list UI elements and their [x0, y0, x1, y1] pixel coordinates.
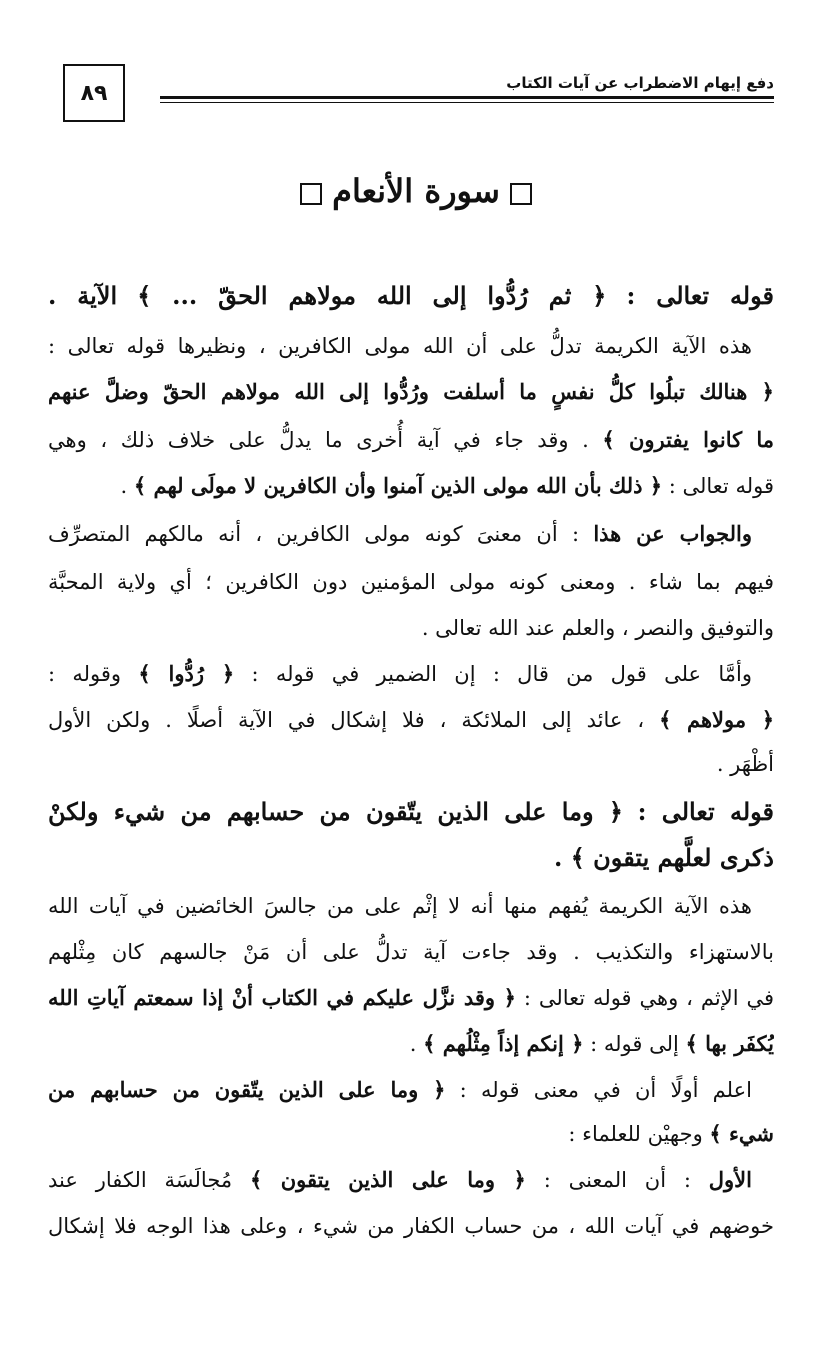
page-number: ٨٩ — [80, 80, 108, 106]
text-line: ﴿ هنالك تبلُوا كلُّ نفسٍ ما أسلفت ورُدُّوا إلى الله مولاهم الحقّ وضلَّ عنهم — [48, 379, 774, 404]
text-line: قوله تعالى : ﴿ ذلك بأن الله مولى الذين آمنوا وأن الكافرين لا مولَى لهم ﴾ . — [120, 473, 774, 498]
text-line: قوله تعالى : ﴿ ثم رُدُّوا إلى الله مولاهم الحقّ ... ﴾ الآية . — [48, 281, 774, 310]
surah-title — [0, 172, 832, 210]
text-line: الأول : أن المعنى : ﴿ وما على الذين يتقون ﴾ مُجالَسَة الكفار عند — [48, 1167, 752, 1192]
text-line: والجواب عن هذا : أن معنىَ كونه مولى الكافرين ، أنه مالكهم المتصرِّف — [48, 521, 752, 546]
text-line: في الإثم ، وهي قوله تعالى : ﴿ وقد نزَّل عليكم في الكتاب أنْ إذا سمعتم آياتِ الله — [48, 985, 774, 1010]
text-line: قوله تعالى : ﴿ وما على الذين يتّقون من حسابهم من شيء ولكنْ — [48, 797, 774, 826]
page-number-box — [63, 64, 125, 122]
text-line: بالاستهزاء والتكذيب . وقد جاءت آية تدلُّ على أن مَنْ جالسهم كان مِثْلهم — [48, 940, 774, 964]
text-line: شيء ﴾ وجهيْن للعلماء : — [568, 1121, 774, 1146]
text-line: هذه الآية الكريمة يُفهم منها أنه لا إثْم على من جالسَ الخائضين في آيات الله — [48, 894, 752, 918]
text-line: والتوفيق والنصر ، والعلم عند الله تعالى . — [421, 616, 774, 640]
square-ornament-icon — [510, 183, 532, 205]
text-line: يُكفَر بها ﴾ إلى قوله : ﴿ إنكم إذاً مِثْلُهم ﴾ . — [409, 1031, 774, 1056]
surah-title-text: سورة الأنعام — [332, 172, 500, 210]
text-line: هذه الآية الكريمة تدلُّ على أن الله مولى الكافرين ، ونظيرها قوله تعالى : — [48, 334, 752, 358]
text-line: ﴿ مولاهم ﴾ ، عائد إلى الملائكة ، فلا إشكال في الآية أصلًا . ولكن الأول — [48, 707, 774, 732]
running-header-title: دفع إيهام الاضطراب عن آيات الكتاب — [506, 74, 774, 92]
text-line: فيهم بما شاء . ومعنى كونه مولى المؤمنين دون الكافرين ؛ أي ولاية المحبَّة — [48, 570, 774, 594]
square-ornament-icon — [300, 183, 322, 205]
text-line: خوضهم في آيات الله ، من حساب الكفار من شيء ، وعلى هذا الوجه فلا إشكال — [48, 1214, 774, 1238]
text-line: اعلم أولًا أن في معنى قوله : ﴿ وما على الذين يتّقون من حسابهم من — [48, 1077, 752, 1102]
text-line: وأمَّا على قول من قال : إن الضمير في قوله : ﴿ رُدُّوا ﴾ وقوله : — [48, 661, 752, 686]
text-line: ذكرى لعلَّهم يتقون ﴾ . — [554, 843, 774, 872]
header-rule — [160, 96, 774, 103]
text-line: ما كانوا يفترون ﴾ . وقد جاء في آية أُخرى ما يدلُّ على خلاف ذلك ، وهي — [48, 427, 774, 452]
text-line: أظْهَر . — [716, 752, 774, 776]
